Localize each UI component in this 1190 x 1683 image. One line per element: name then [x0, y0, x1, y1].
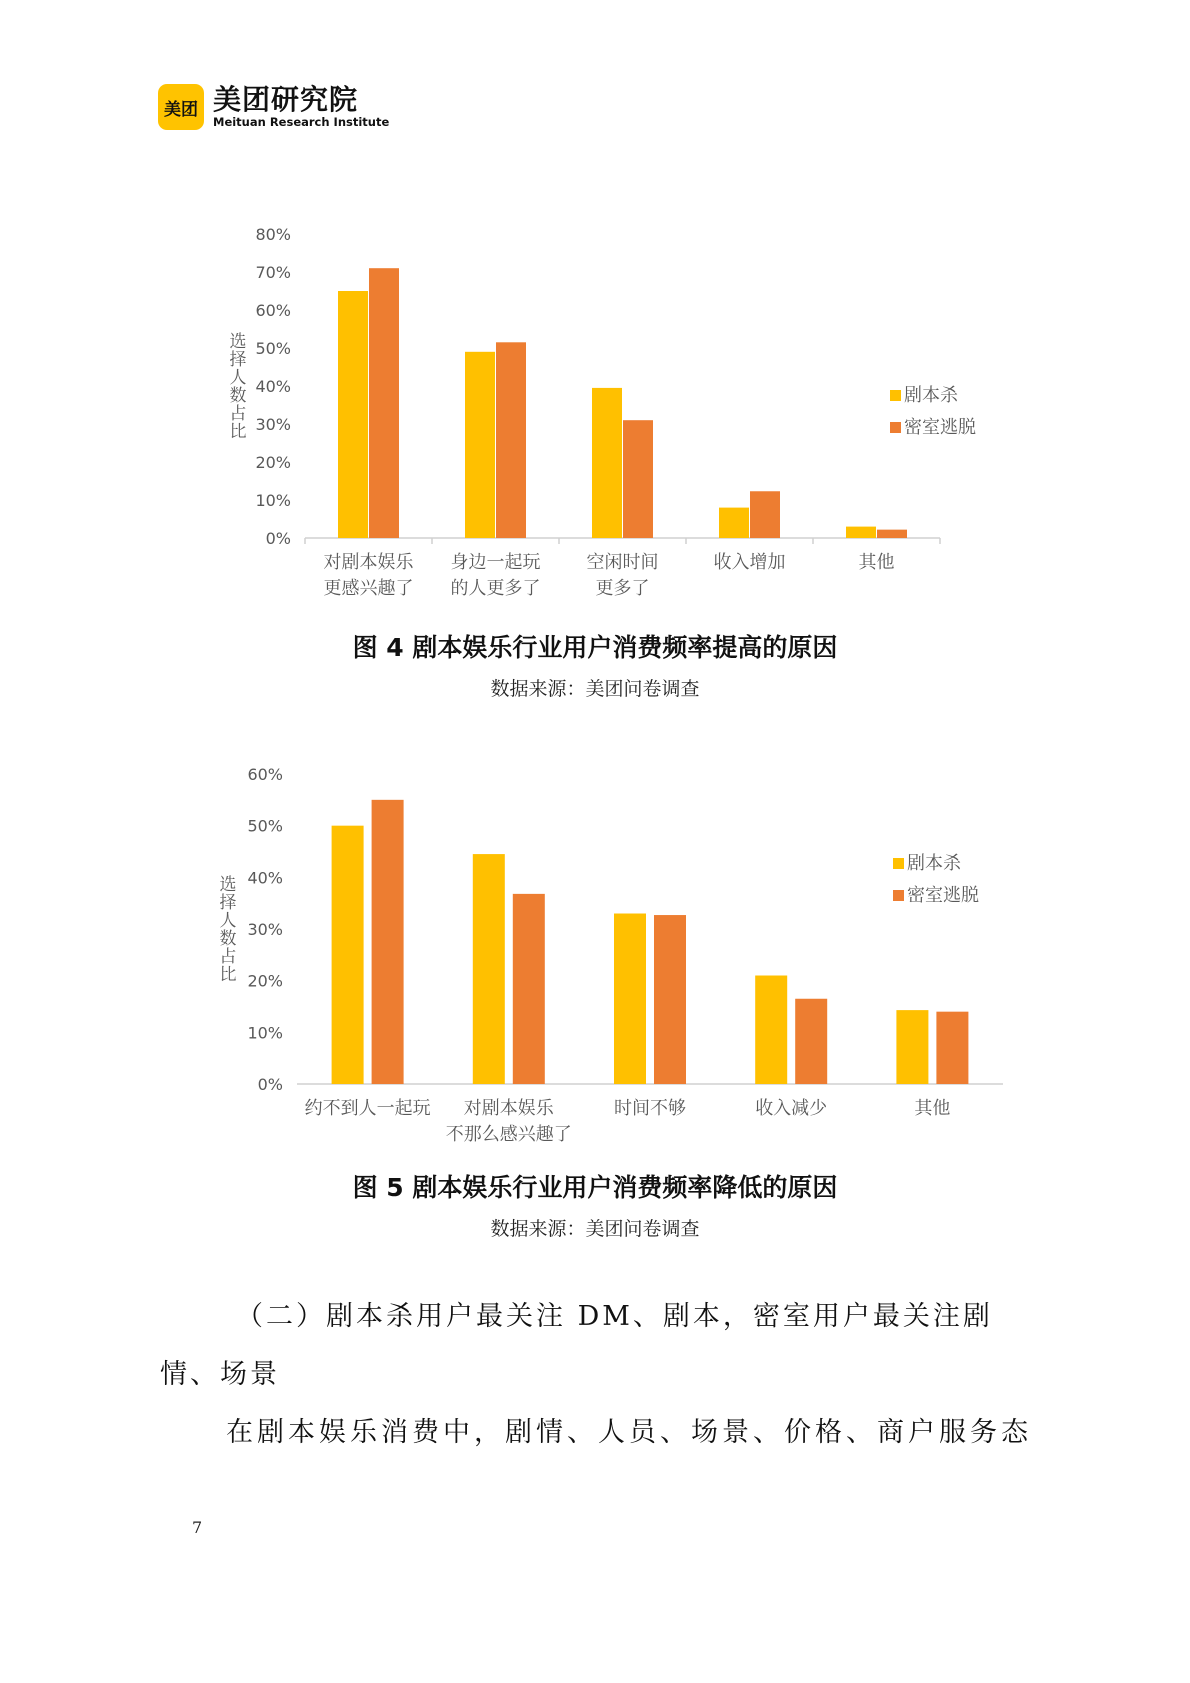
fig5-bar: [513, 894, 545, 1084]
meituan-logo: [158, 84, 389, 130]
fig4-ytick-label: 80%: [255, 225, 291, 244]
fig4-legend-label: 密室逃脱: [904, 417, 976, 438]
fig4-bar: [338, 291, 368, 538]
fig5-legend-label: 剧本杀: [907, 853, 961, 874]
fig4-bar: [369, 268, 399, 538]
fig4-bar: [496, 342, 526, 538]
logo-name-en: Meituan Research Institute: [213, 115, 390, 129]
fig4-ytick-label: 20%: [255, 453, 291, 472]
figure-4-caption: 图 4 剧本娱乐行业用户消费频率提高的原因: [352, 633, 838, 662]
logo-text: [213, 85, 389, 129]
fig5-bar: [755, 976, 787, 1085]
fig4-bar: [846, 527, 876, 538]
fig5-category-label: 约不到人一起玩: [304, 1098, 431, 1119]
fig5-bar: [795, 999, 827, 1084]
logo-name: 美团研究院: [213, 83, 359, 116]
body-paragraph: 在剧本娱乐消费中，剧情、人员、场景、价格、商户服务态: [226, 1417, 1032, 1448]
fig5-ylabel: 选择人数占比: [219, 875, 237, 985]
fig4-ytick-label: 30%: [255, 415, 291, 434]
fig5-category-label: 收入减少: [755, 1098, 828, 1119]
fig4-ytick-label: 10%: [255, 491, 291, 510]
fig4-category-label: 更感兴趣了: [323, 578, 414, 599]
fig5-ytick-label: 30%: [247, 920, 283, 939]
fig4-bar: [592, 388, 622, 538]
fig4-ytick-label: 70%: [255, 263, 291, 282]
fig4-category-label: 收入增加: [713, 552, 786, 573]
figure-4-chart: [0, 200, 1190, 610]
fig4-ytick-label: 60%: [255, 301, 291, 320]
fig4-bar: [750, 491, 780, 538]
fig4-category-label: 对剧本娱乐: [323, 552, 414, 573]
fig4-category-label: 更多了: [595, 578, 650, 599]
fig5-legend-label: 密室逃脱: [907, 885, 979, 906]
fig5-ytick-label: 50%: [247, 816, 283, 836]
figure-5-caption: 图 5 剧本娱乐行业用户消费频率降低的原因: [352, 1173, 838, 1202]
fig4-ylabel: 选择人数占比: [229, 332, 247, 442]
logo-badge: 美团: [158, 84, 204, 130]
fig5-category-label: 其他: [914, 1098, 951, 1119]
section-heading: （二）剧本杀用户最关注 DM、剧本，密室用户最关注剧情、场景: [160, 1301, 993, 1390]
fig5-legend-swatch: [893, 858, 904, 869]
fig5-bar: [936, 1012, 968, 1084]
fig5-bar: [896, 1010, 928, 1084]
fig5-category-label: 时间不够: [614, 1098, 686, 1119]
fig4-category-label: 身边一起玩: [450, 552, 541, 573]
fig4-category-label: 其他: [858, 552, 895, 573]
fig4-legend-label: 剧本杀: [904, 385, 958, 406]
fig4-category-label: 空闲时间: [586, 552, 659, 573]
fig5-ytick-label: 20%: [247, 971, 283, 991]
fig4-legend-swatch: [890, 422, 901, 433]
fig4-ytick-label: 50%: [255, 339, 291, 358]
fig5-bar: [654, 915, 686, 1084]
fig4-bar: [465, 352, 495, 538]
fig5-ytick-label: 40%: [247, 868, 283, 888]
fig4-ytick-label: 0%: [265, 529, 291, 548]
figure-4-source: 数据来源：美团问卷调查: [490, 678, 700, 700]
fig5-ytick-label: 10%: [247, 1023, 283, 1043]
page-number: 7: [192, 1518, 203, 1537]
fig4-legend-swatch: [890, 390, 901, 401]
fig5-bar: [473, 854, 505, 1084]
figure-5-source: 数据来源：美团问卷调查: [490, 1218, 700, 1240]
fig4-bar: [719, 508, 749, 538]
fig4-category-label: 的人更多了: [450, 578, 541, 599]
fig5-legend-swatch: [893, 890, 904, 901]
fig5-bar: [372, 800, 404, 1084]
fig5-ytick-label: 60%: [247, 765, 283, 784]
fig4-bar: [877, 530, 907, 538]
fig5-category-label: 不那么感兴趣了: [445, 1124, 572, 1145]
figure-5-chart: [0, 740, 1190, 1150]
fig5-bar: [332, 826, 364, 1084]
fig4-ytick-label: 40%: [255, 377, 291, 396]
fig4-bar: [623, 420, 653, 538]
fig5-category-label: 对剧本娱乐: [463, 1098, 554, 1119]
fig5-bar: [614, 914, 646, 1085]
fig5-ytick-label: 0%: [257, 1075, 283, 1094]
